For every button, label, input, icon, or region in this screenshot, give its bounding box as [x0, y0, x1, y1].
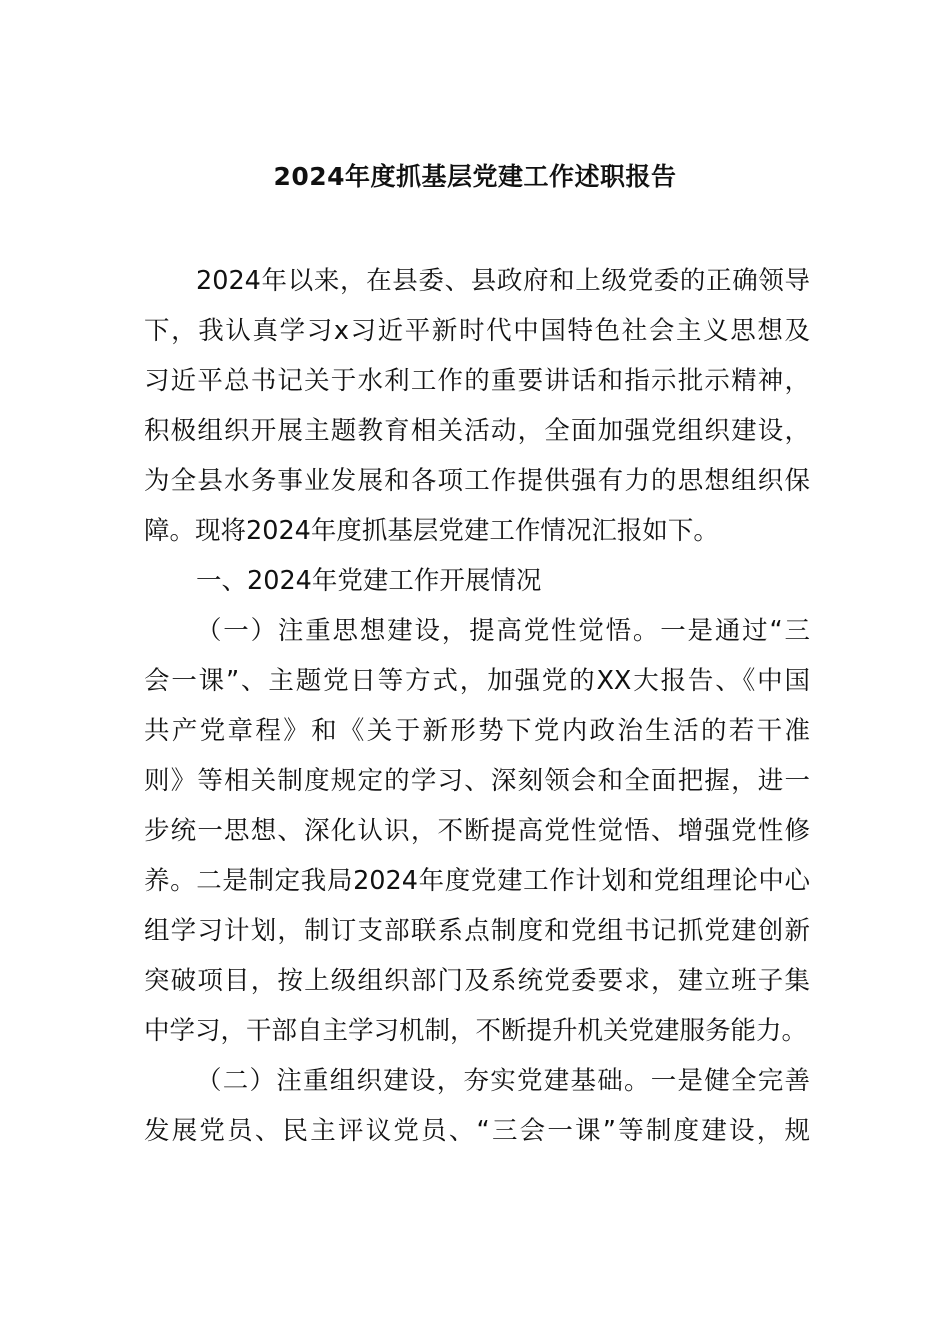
paragraph-line: 共产党章程》和《关于新形势下党内政治生活的若干准: [144, 716, 810, 746]
document-body: [144, 256, 810, 1156]
paragraph-line: （二）注重组织建设，夯实党建基础。一是健全完善: [196, 1066, 810, 1096]
paragraph-line: 突破项目，按上级组织部门及系统党委要求，建立班子集: [144, 966, 810, 996]
paragraph-line: 习近平总书记关于水利工作的重要讲话和指示批示精神，: [144, 366, 810, 396]
paragraph-line: 障。现将2024年度抓基层党建工作情况汇报如下。: [144, 516, 719, 546]
paragraph-line: 养。二是制定我局2024年度党建工作计划和党组理论中心: [144, 866, 810, 896]
paragraph-line: 发展党员、民主评议党员、“三会一课”等制度建设，规: [144, 1116, 810, 1146]
paragraph-line: 中学习，干部自主学习机制，不断提升机关党建服务能力。: [144, 1016, 808, 1046]
section-heading: 一、2024年党建工作开展情况: [196, 566, 542, 596]
paragraph-line: 下，我认真学习x习近平新时代中国特色社会主义思想及: [144, 316, 810, 346]
document-title: 2024年度抓基层党建工作述职报告: [273, 162, 677, 191]
paragraph-line: 为全县水务事业发展和各项工作提供强有力的思想组织保: [144, 466, 810, 496]
paragraph-line: 会一课”、主题党日等方式，加强党的XX大报告、《中国: [144, 666, 810, 696]
paragraph-line: 步统一思想、深化认识，不断提高党性觉悟、增强党性修: [144, 816, 810, 846]
paragraph-line: 积极组织开展主题教育相关活动，全面加强党组织建设，: [144, 416, 810, 446]
paragraph-line: 则》等相关制度规定的学习、深刻领会和全面把握，进一: [144, 766, 810, 796]
paragraph-line: （一）注重思想建设，提高党性觉悟。一是通过“三: [196, 616, 810, 646]
paragraph-line: 2024年以来，在县委、县政府和上级党委的正确领导: [196, 266, 810, 296]
paragraph-line: 组学习计划，制订支部联系点制度和党组书记抓党建创新: [144, 916, 810, 946]
